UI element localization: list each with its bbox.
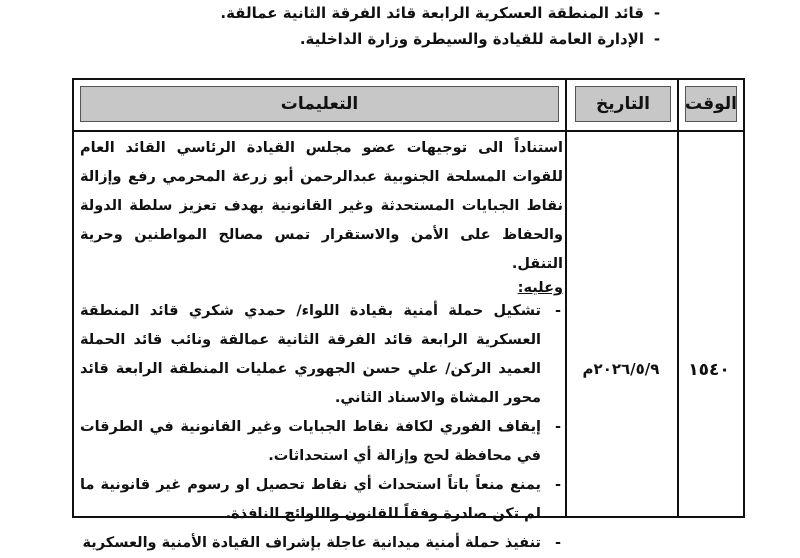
bullet-dash-icon: - — [554, 477, 561, 493]
column-divider — [677, 80, 679, 516]
bullet-dash-icon: - — [554, 535, 561, 551]
column-divider — [565, 80, 567, 516]
table-header-row — [74, 80, 743, 132]
header-time: الوقت — [685, 86, 737, 122]
time-value: ١٥٤٠ — [688, 360, 730, 380]
recipient-item — [110, 26, 670, 52]
date-value: ٢٠٢٦/٥/٩م — [582, 360, 660, 378]
instruction-bullet — [80, 471, 563, 529]
header-date: التاريخ — [575, 86, 671, 122]
bullet-dash-icon: - — [554, 303, 561, 319]
recipient-text: الإدارة العامة للقيادة والسيطرة وزارة الداخلية. — [299, 30, 644, 48]
recipients-list — [110, 0, 670, 52]
instructions-subheading: وعليه: — [517, 280, 563, 296]
bullet-dash-icon: - — [653, 30, 661, 48]
instruction-text: تشكيل حملة أمنية بقيادة اللواء/ حمدي شكري قائد المنطقة العسكرية الرابعة قائد الفرقة الثانية عمالقة ونائب قائد الحملة العميد الركن/ علي حسن الجهوري عمليات المنطقة الرابعة قائد محور المشاة والاسناد الثاني. — [80, 303, 541, 406]
instruction-text: إيقاف الفوري لكافة نقاط الجبايات وغير القانونية في الطرقات في محافظة لحج وإزالة أي استحداثات. — [80, 419, 541, 464]
instructions-intro: استناداً الى توجيهات عضو مجلس القيادة الرئاسي القائد العام للقوات المسلحة الجنوبية عبدالرحمن أبو زرعة المحرمي رفع وإزالة نقاط الجبايات المستحدثة وغير القانونية بهدف تعزيز سلطة الدولة والحفاظ على الأمن والاستقرار تمس مصالح المواطنين وحرية التنقل. — [80, 140, 563, 272]
instruction-bullet — [80, 297, 563, 413]
bullet-dash-icon: - — [653, 4, 661, 22]
recipient-item — [110, 0, 670, 26]
orders-table — [72, 78, 745, 551]
bullet-dash-icon: - — [554, 419, 561, 435]
instructions-cell — [80, 134, 563, 558]
recipient-text: قائد المنطقة العسكرية الرابعة قائد الفرقة الثانية عمالقة. — [220, 4, 644, 22]
instruction-bullet — [80, 529, 563, 558]
instruction-bullet — [80, 413, 563, 471]
instruction-text: تنفيذ حملة أمنية ميدانية عاجلة بإشراف القيادة الأمنية والعسكرية — [82, 535, 541, 551]
header-instructions: التعليمات — [80, 86, 559, 122]
instruction-text: يمنع منعاً باتاً استحداث أي نقاط تحصيل او رسوم غير قانونية ما لم تكن صادرة وفقاً للقانون واللوائح النافذة. — [80, 477, 541, 522]
